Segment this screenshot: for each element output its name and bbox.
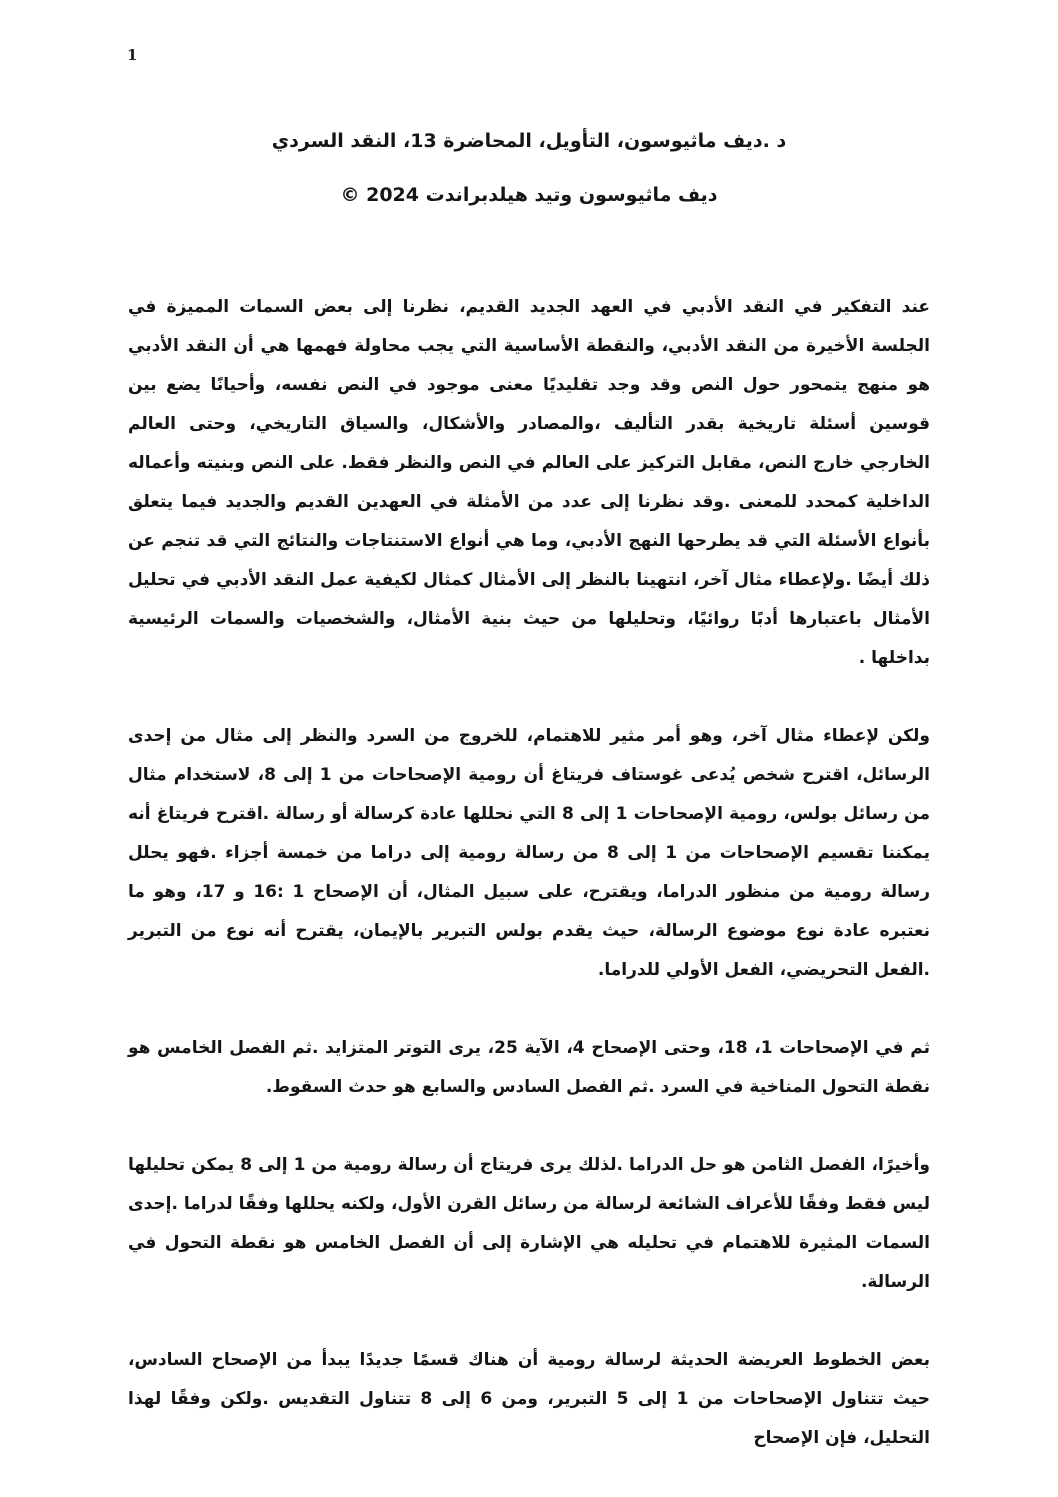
document-body (128, 288, 930, 1458)
document-header (128, 126, 930, 210)
document-title-line-1: د .ديف ماثيوسون، التأويل، المحاضرة 13، النقد السردي (271, 130, 787, 152)
document-title-line-2: ديف ماثيوسون وتيد هيلدبراندت 2024 © (340, 184, 718, 206)
page-number: 1 (127, 46, 138, 64)
paragraph-1: عند التفكير في النقد الأدبي في العهد الجديد القديم، نظرنا إلى بعض السمات المميزة في الجلسة الأخيرة من النقد الأدبي، والنقطة الأساسية التي يجب محاولة فهمها هي أن النقد الأدبي هو منهج يتمحور حول النص وقد وجد تقليديًا معنى موجود في النص نفسه، وأحيانًا يضع بين قوسين أسئلة تاريخية بقدر التأليف ،والمصادر والأشكال، والسياق التاريخي، وحتى العالم الخارجي خارج النص، مقابل التركيز على العالم في النص والنظر فقط. على النص وبنيته وأعماله الداخلية كمحدد للمعنى .وقد نظرنا إلى عدد من الأمثلة في العهدين القديم والجديد فيما يتعلق بأنواع الأسئلة التي قد يطرحها النهج الأدبي، وما هي أنواع الاستنتاجات والنتائج التي قد تنجم عن ذلك أيضًا .ولإعطاء مثال آخر، انتهينا بالنظر إلى الأمثال كمثال لكيفية عمل النقد الأدبي في تحليل الأمثال باعتبارها أدبًا روائيًا، وتحليلها من حيث بنية الأمثال، والشخصيات والسمات الرئيسية بداخلها . (128, 297, 930, 668)
paragraph-4: وأخيرًا، الفصل الثامن هو حل الدراما .لذلك يرى فريتاج أن رسالة رومية من 1 إلى 8 يمكن تحليلها ليس فقط وفقًا للأعراف الشائعة لرسالة من رسائل القرن الأول، ولكنه يحللها وفقًا لدراما .إحدى السمات المثيرة للاهتمام في تحليله هي الإشارة إلى أن الفصل الخامس هو نقطة التحول في الرسالة. (128, 1155, 931, 1292)
paragraph-2: ولكن لإعطاء مثال آخر، وهو أمر مثير للاهتمام، للخروج من السرد والنظر إلى مثال من إحدى الرسائل، اقترح شخص يُدعى غوستاف فريتاغ أن رومية الإصحاحات من 1 إلى 8، لاستخدام مثال من رسائل بولس، رومية الإصحاحات 1 إلى 8 التي نحللها عادة كرسالة أو رسالة .اقترح فريتاغ أنه يمكننا تقسيم الإصحاحات من 1 إلى 8 من رسالة رومية إلى دراما من خمسة أجزاء .فهو يحلل رسالة رومية من منظور الدراما، ويقترح، على سبيل المثال، أن الإصحاح 1 :16 و 17، وهو ما نعتبره عادة نوع موضوع الرسالة، حيث يقدم بولس التبرير بالإيمان، يقترح أنه نوع من التبرير .الفعل التحريضي، الفعل الأولي للدراما. (128, 726, 931, 980)
paragraph-5: بعض الخطوط العريضة الحديثة لرسالة رومية أن هناك قسمًا جديدًا يبدأ من الإصحاح السادس، حيث تتناول الإصحاحات من 1 إلى 5 التبرير، ومن 6 إلى 8 تتناول التقديس .ولكن وفقًا لهذا التحليل، فإن الإصحاح (128, 1350, 931, 1448)
paragraph-3: ثم في الإصحاحات 1، 18، وحتى الإصحاح 4، الآية 25، يرى التوتر المتزايد .ثم الفصل الخامس هو نقطة التحول المناخية في السرد .ثم الفصل السادس والسابع هو حدث السقوط. (128, 1038, 930, 1097)
